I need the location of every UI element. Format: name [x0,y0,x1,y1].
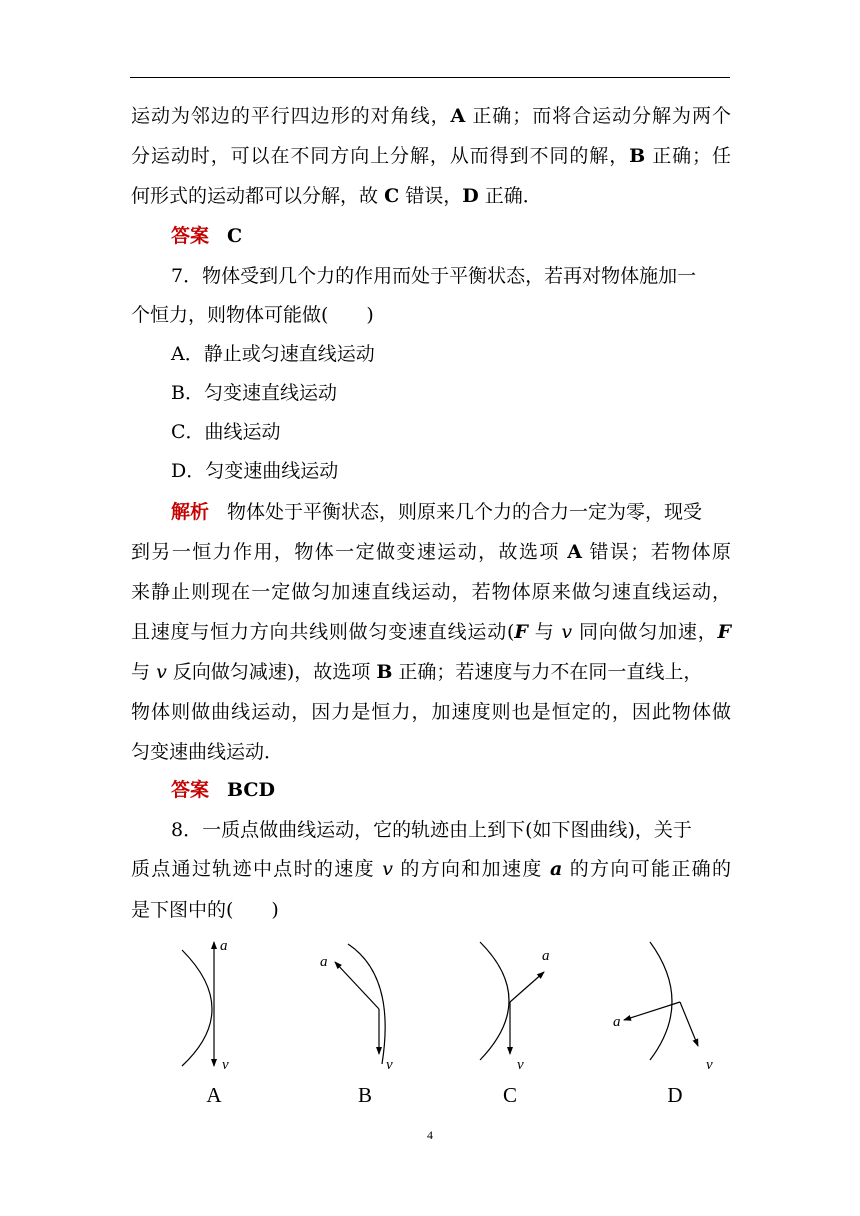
option-a: A．静止或匀速直线运动 [171,343,375,365]
panel-label-d: D [667,1083,683,1107]
page-number: 4 [427,1128,433,1142]
answer-7: 答案 BCD [171,779,276,801]
text-line: 质点通过轨迹中点时的速度 v 的方向和加速度 a 的方向可能正确的 [131,858,731,880]
trajectory-figure [130,932,740,1112]
label-d-accel: a [613,1014,621,1030]
text-line: 何形式的运动都可以分解，故 C 错误，D 正确． [131,185,542,207]
label-a-velocity: v [222,1057,229,1073]
text-line: 到另一恒力作用，物体一定做变速运动，故选项 A 错误；若物体原 [131,541,731,563]
label-b-velocity: v [386,1057,393,1073]
question-7-stem-cont: 个恒力，则物体可能做( ) [131,304,374,326]
text-line: 与 v 反向做匀减速)，故选项 B 正确；若速度与力不在同一直线上， [131,661,703,683]
text-line: 来静止则现在一定做匀加速直线运动，若物体原来做匀速直线运动， [131,581,731,603]
curve-a [182,950,212,1066]
label-d-velocity: v [706,1057,713,1073]
text-line: 且速度与恒力方向共线则做匀变速直线运动(F 与 v 同向做匀加速，F [131,621,731,643]
label-b-accel: a [320,954,328,970]
question-7-stem: 7．物体受到几个力的作用而处于平衡状态，若再对物体施加一 [171,265,697,287]
header-rule [130,77,730,78]
label-c-accel: a [542,948,550,964]
curve-c [480,942,509,1060]
option-b: B．匀变速直线运动 [171,382,337,404]
arrow-d-v [680,1002,698,1046]
analysis-7: 解析 物体处于平衡状态，则原来几个力的合力一定为零，现受 [171,501,703,523]
text-line: 是下图中的( ) [131,899,279,921]
answer-6: 答案 C [171,225,243,247]
text-line: 运动为邻边的平行四边形的对角线，A 正确；而将合运动分解为两个 [131,105,731,127]
curve-d [650,942,672,1060]
question-8-stem: 8．一质点做曲线运动，它的轨迹由上到下(如下图曲线)，关于 [171,819,692,841]
text-line: 分运动时，可以在不同方向上分解，从而得到不同的解，B 正确；任 [131,145,731,167]
panel-label-a: A [206,1083,222,1107]
arrow-c-a [510,972,544,1002]
label-a-accel: a [220,938,228,954]
text-line: 匀变速曲线运动． [131,741,284,763]
option-d: D．匀变速曲线运动 [171,460,339,482]
panel-label-b: B [357,1083,373,1107]
panel-label-c: C [502,1083,518,1107]
label-c-velocity: v [517,1057,524,1073]
option-c: C．曲线运动 [171,421,281,443]
text-line: 物体则做曲线运动，因力是恒力，加速度则也是恒定的，因此物体做 [131,701,731,723]
